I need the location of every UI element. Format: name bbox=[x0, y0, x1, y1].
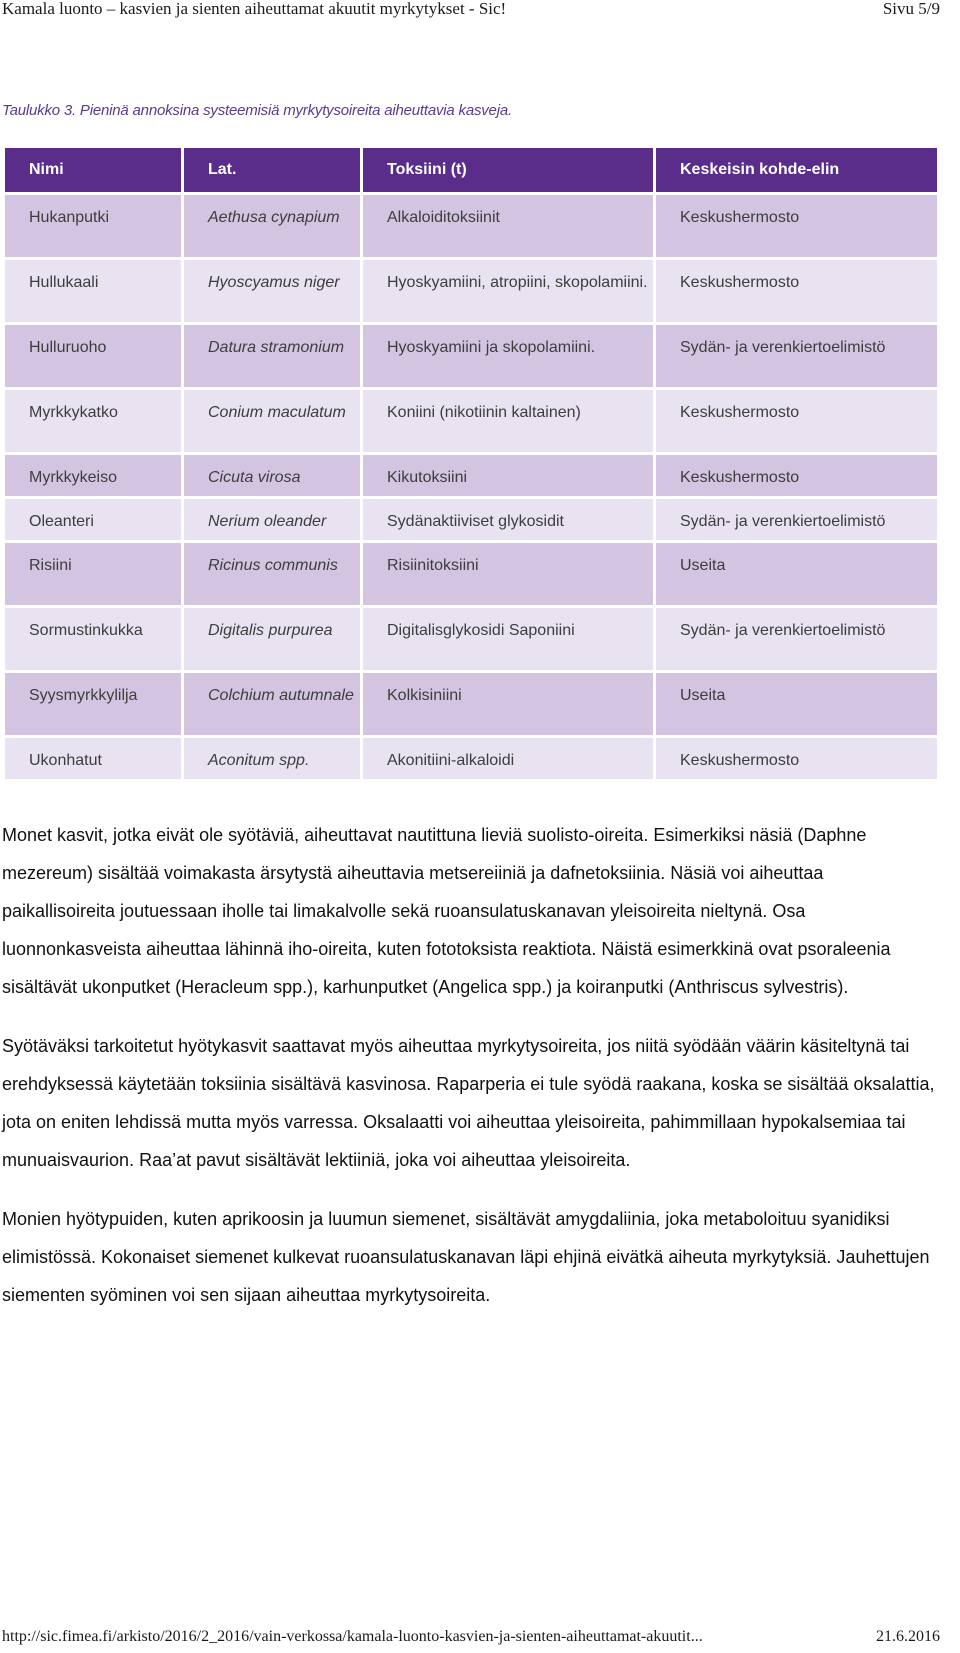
cell-latin: Conium maculatum bbox=[184, 390, 360, 455]
table-row bbox=[5, 738, 937, 782]
cell-toxin: Hyoskyamiini ja skopolamiini. bbox=[363, 325, 653, 390]
cell-latin: Datura stramonium bbox=[184, 325, 360, 390]
cell-toxin: Kikutoksiini bbox=[363, 455, 653, 499]
table-row bbox=[5, 455, 937, 499]
article-body bbox=[2, 816, 940, 1335]
cell-target-organ: Keskushermosto bbox=[656, 195, 937, 260]
page-header bbox=[0, 0, 960, 22]
table-row bbox=[5, 608, 937, 673]
cell-latin: Aethusa cynapium bbox=[184, 195, 360, 260]
footer-url: http://sic.fimea.fi/arkisto/2016/2_2016/vain-verkossa/kamala-luonto-kasvien-ja-sienten-aiheuttamat-akuutit... bbox=[2, 1628, 703, 1645]
cell-name: Syysmyrkkylilja bbox=[5, 673, 181, 738]
table-caption: Taulukko 3. Pieninä annoksina systeemisiä myrkytysoireita aiheuttavia kasveja. bbox=[2, 102, 512, 119]
cell-target-organ: Useita bbox=[656, 673, 937, 738]
cell-name: Hulluruoho bbox=[5, 325, 181, 390]
cell-target-organ: Sydän- ja verenkiertoelimistö bbox=[656, 608, 937, 673]
cell-name: Myrkkykeiso bbox=[5, 455, 181, 499]
paragraph: Syötäväksi tarkoitetut hyötykasvit saattavat myös aiheuttaa myrkytysoireita, jos niitä syödään väärin käsiteltynä tai erehdyksessä käytetään toksiinia sisältävä kasvinosa. Raparperia ei tule syödä raakana, koska se sisältää oksalattia, jota on eniten lehdissä mutta myös varressa. Oksalaatti voi aiheuttaa yleisoireita, pahimmillaan hypokalsemiaa tai munuaisvaurion. Raa’at pavut sisältävät lektiiniä, joka voi aiheuttaa yleisoireita. bbox=[2, 1036, 935, 1170]
cell-target-organ: Keskushermosto bbox=[656, 738, 937, 782]
cell-name: Myrkkykatko bbox=[5, 390, 181, 455]
table-row bbox=[5, 673, 937, 738]
cell-latin: Ricinus communis bbox=[184, 543, 360, 608]
table-row bbox=[5, 260, 937, 325]
column-header-toxin: Toksiini (t) bbox=[363, 148, 653, 195]
footer-date: 21.6.2016 bbox=[876, 1628, 940, 1645]
table-row bbox=[5, 390, 937, 455]
cell-target-organ: Sydän- ja verenkiertoelimistö bbox=[656, 499, 937, 543]
table-row bbox=[5, 195, 937, 260]
cell-toxin: Risiinitoksiini bbox=[363, 543, 653, 608]
cell-name: Ukonhatut bbox=[5, 738, 181, 782]
table-header-row bbox=[5, 148, 937, 195]
cell-toxin: Akonitiini-alkaloidi bbox=[363, 738, 653, 782]
cell-name: Oleanteri bbox=[5, 499, 181, 543]
column-header-target-organ: Keskeisin kohde-elin bbox=[656, 148, 937, 195]
column-header-name: Nimi bbox=[5, 148, 181, 195]
cell-toxin: Kolkisiniini bbox=[363, 673, 653, 738]
cell-name: Hullukaali bbox=[5, 260, 181, 325]
cell-name: Sormustinkukka bbox=[5, 608, 181, 673]
plants-table bbox=[2, 148, 940, 782]
cell-name: Hukanputki bbox=[5, 195, 181, 260]
cell-toxin: Alkaloiditoksiinit bbox=[363, 195, 653, 260]
cell-target-organ: Useita bbox=[656, 543, 937, 608]
cell-latin: Aconitum spp. bbox=[184, 738, 360, 782]
paragraph: Monet kasvit, jotka eivät ole syötäviä, aiheuttavat nautittuna lieviä suolisto-oireita. Esimerkiksi näsiä (Daphne mezereum) sisältää voimakasta ärsytystä aiheuttavia metsereiiniä ja dafnetoksiinia. Näsiä voi aiheuttaa paikallisoireita joutuessaan iholle tai limakalvolle sekä ruoansulatuskanavan yleisoireita nieltynä. Osa luonnonkasveista aiheuttaa lähinnä iho-oireita, kuten fototoksista reaktiota. Näistä esimerkkinä ovat psoraleenia sisältävät ukonputket (Heracleum spp.), karhunputket (Angelica spp.) ja koiranputki (Anthriscus sylvestris). bbox=[2, 825, 891, 997]
cell-toxin: Koniini (nikotiinin kaltainen) bbox=[363, 390, 653, 455]
cell-target-organ: Keskushermosto bbox=[656, 260, 937, 325]
cell-toxin: Digitalisglykosidi Saponiini bbox=[363, 608, 653, 673]
cell-name: Risiini bbox=[5, 543, 181, 608]
cell-target-organ: Keskushermosto bbox=[656, 455, 937, 499]
column-header-latin: Lat. bbox=[184, 148, 360, 195]
cell-latin: Nerium oleander bbox=[184, 499, 360, 543]
table-row bbox=[5, 499, 937, 543]
cell-latin: Colchium autumnale bbox=[184, 673, 360, 738]
page-number: Sivu 5/9 bbox=[882, 0, 940, 18]
cell-toxin: Hyoskyamiini, atropiini, skopolamiini. bbox=[363, 260, 653, 325]
table-row bbox=[5, 325, 937, 390]
cell-toxin: Sydänaktiiviset glykosidit bbox=[363, 499, 653, 543]
cell-target-organ: Sydän- ja verenkiertoelimistö bbox=[656, 325, 937, 390]
cell-latin: Hyoscyamus niger bbox=[184, 260, 360, 325]
cell-latin: Digitalis purpurea bbox=[184, 608, 360, 673]
table-row bbox=[5, 543, 937, 608]
cell-latin: Cicuta virosa bbox=[184, 455, 360, 499]
paragraph: Monien hyötypuiden, kuten aprikoosin ja luumun siemenet, sisältävät amygdaliinia, joka metaboloituu syanidiksi elimistössä. Kokonaiset siemenet kulkevat ruoansulatuskanavan läpi ehjinä eivätkä aiheuta myrkytyksiä. Jauhettujen siementen syöminen voi sen sijaan aiheuttaa myrkytysoireita. bbox=[2, 1209, 930, 1305]
page-footer bbox=[0, 1628, 960, 1650]
cell-target-organ: Keskushermosto bbox=[656, 390, 937, 455]
document-title: Kamala luonto – kasvien ja sienten aiheuttamat akuutit myrkytykset - Sic! bbox=[2, 0, 507, 18]
